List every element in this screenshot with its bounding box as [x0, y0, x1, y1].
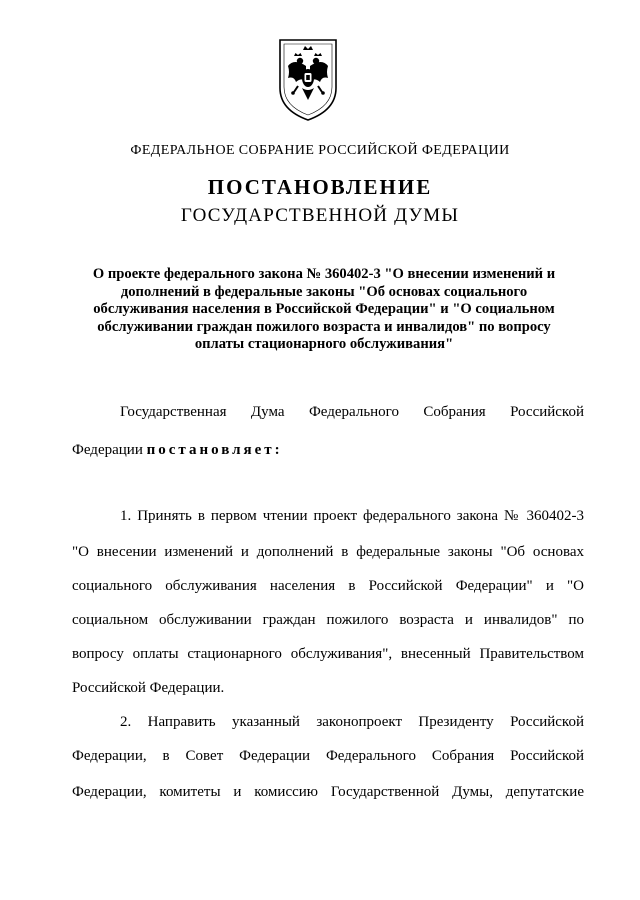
paragraph-line: 2. Направить указанный законопроект Президенту Российской — [120, 714, 584, 730]
heading-line: дополнений в федеральные законы "Об основах социального — [120, 283, 528, 300]
paragraph-line: вопросу оплаты стационарного обслуживания", внесенный Правительством — [72, 646, 584, 662]
preamble-line: Государственная Дума Федерального Собрания Российской — [120, 404, 584, 420]
resolution-heading — [82, 266, 566, 354]
paragraph-line: Федерации, комитеты и комиссию Государственной Думы, депутатские — [72, 784, 584, 800]
coat-of-arms-emblem — [276, 36, 340, 124]
preamble-subject: Федерации — [72, 442, 143, 458]
paragraph-line: "О внесении изменений и дополнений в федеральные законы "Об основах — [72, 544, 584, 560]
preamble-verb: постановляет: — [146, 442, 283, 458]
paragraph-line: социального обслуживания населения в Российской Федерации" и "О — [72, 578, 584, 594]
paragraph-line: 1. Принять в первом чтении проект федерального закона № 360402-3 — [120, 508, 584, 524]
paragraph-line: Федерации, в Совет Федерации Федерального Собрания Российской — [72, 748, 584, 764]
heading-line: О проекте федерального закона № 360402-3 "О внесении изменений и — [92, 266, 556, 282]
heading-line: обслуживания населения в Российской Федерации" и "О социальном — [93, 301, 555, 317]
heading-line: обслуживании граждан пожилого возраста и инвалидов" по вопросу — [97, 318, 551, 335]
preamble-line — [72, 441, 584, 459]
paragraph-line: Российской Федерации. — [72, 680, 225, 696]
document-title: ПОСТАНОВЛЕНИЕ — [207, 175, 433, 199]
document-subtitle: ГОСУДАРСТВЕННОЙ ДУМЫ — [180, 205, 460, 226]
heading-line: оплаты стационарного обслуживания" — [194, 336, 454, 352]
organization-name: ФЕДЕРАЛЬНОЕ СОБРАНИЕ РОССИЙСКОЙ ФЕДЕРАЦИИ — [130, 143, 510, 158]
paragraph-line: социальном обслуживании граждан пожилого возраста и инвалидов" по — [72, 612, 584, 628]
